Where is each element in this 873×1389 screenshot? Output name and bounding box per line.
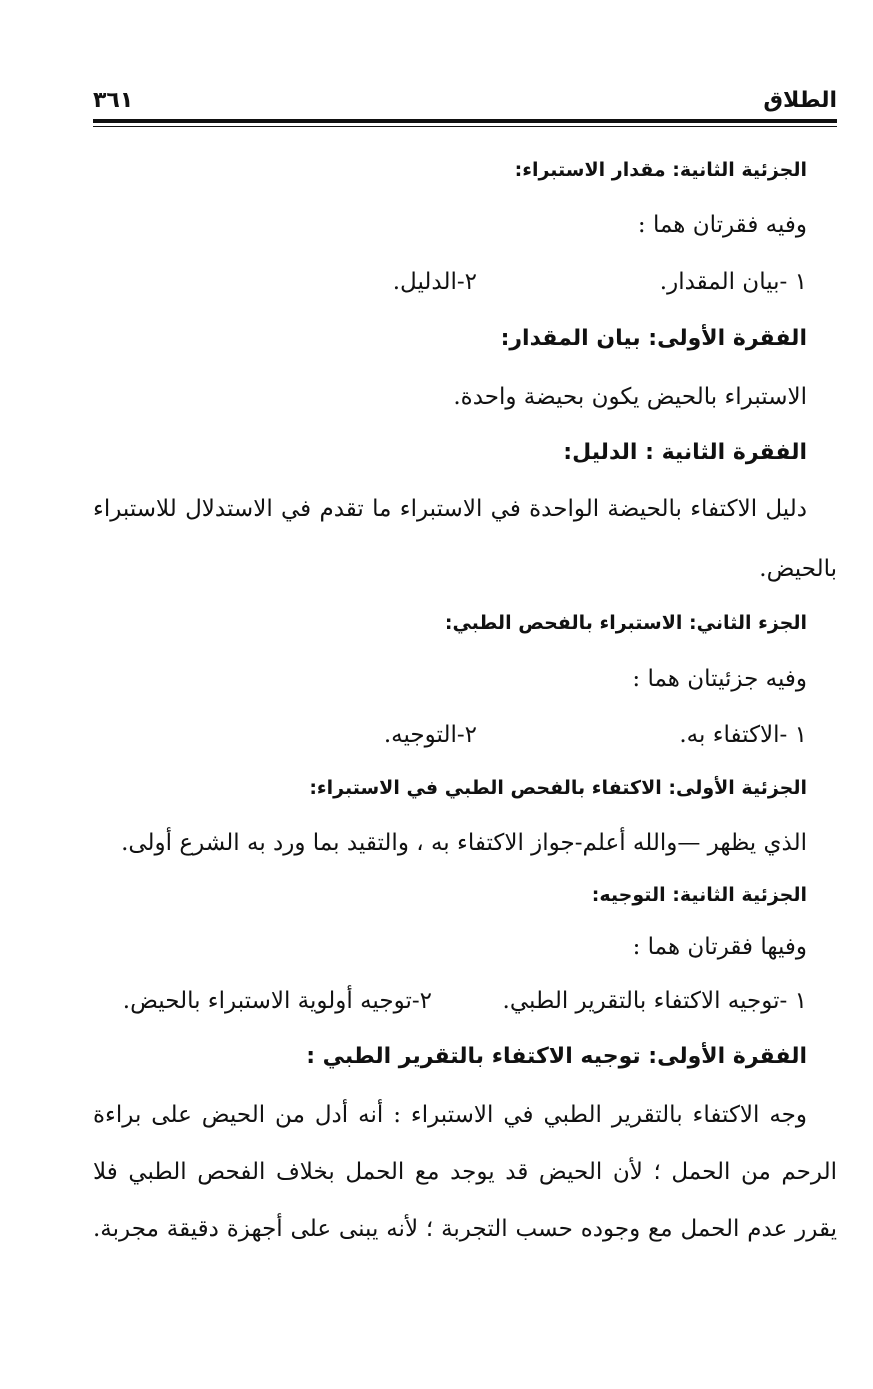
list-item: ٢-توجيه أولوية الاستبراء بالحيض.: [122, 988, 432, 1014]
list-item: ٢-التوجيه.: [383, 722, 477, 748]
list-item: ١ -الاكتفاء به.: [679, 722, 807, 748]
paragraph-line: وفيها فقرتان هما :: [632, 934, 807, 960]
paragraph-heading: الفقرة الأولى: بيان المقدار:: [500, 326, 807, 351]
section-heading: الجزء الثاني: الاستبراء بالفحص الطبي:: [444, 612, 807, 634]
list-item: ٢-الدليل.: [392, 269, 477, 295]
paragraph-line: الرحم من الحمل ؛ لأن الحيض قد يوجد مع الحمل بخلاف الفحص الطبي فلا: [93, 1159, 837, 1185]
enumeration-row: [93, 718, 807, 752]
subsection-heading: الجزئية الثانية: مقدار الاستبراء:: [514, 159, 807, 181]
paragraph-line: وجه الاكتفاء بالتقرير الطبي في الاستبراء : أنه أدل من الحيض على براءة: [93, 1102, 807, 1128]
list-item: ١ -بيان المقدار.: [659, 269, 807, 295]
running-header: [93, 82, 837, 118]
paragraph-line: وفيه جزئيتان هما :: [632, 666, 807, 692]
page-number: ٣٦١: [93, 88, 134, 113]
paragraph-line: بالحيض.: [759, 556, 837, 582]
list-item: ١ -توجيه الاكتفاء بالتقرير الطبي.: [502, 988, 807, 1014]
subsection-heading: الجزئية الثانية: التوجيه:: [591, 884, 807, 906]
paragraph-heading: الفقرة الأولى: توجيه الاكتفاء بالتقرير الطبي :: [306, 1044, 807, 1069]
header-rule-thick: [93, 119, 837, 123]
paragraph-line: الذي يظهر —والله أعلم-جواز الاكتفاء به ، والتقيد بما ورد به الشرع أولى.: [121, 830, 807, 856]
paragraph-line: وفيه فقرتان هما :: [637, 212, 807, 238]
subsection-heading: الجزئية الأولى: الاكتفاء بالفحص الطبي في الاستبراء:: [309, 777, 807, 799]
header-title: الطلاق: [763, 88, 837, 113]
header-rule-thin: [93, 126, 837, 127]
paragraph-line: دليل الاكتفاء بالحيضة الواحدة في الاستبراء ما تقدم في الاستدلال للاستبراء: [93, 496, 807, 522]
enumeration-row: [93, 265, 807, 299]
enumeration-row: [93, 984, 807, 1018]
paragraph-line: يقرر عدم الحمل مع وجوده حسب التجربة ؛ لأنه يبنى على أجهزة دقيقة مجربة.: [93, 1216, 837, 1242]
paragraph-line: الاستبراء بالحيض يكون بحيضة واحدة.: [453, 384, 807, 410]
paragraph-heading: الفقرة الثانية : الدليل:: [563, 440, 807, 465]
